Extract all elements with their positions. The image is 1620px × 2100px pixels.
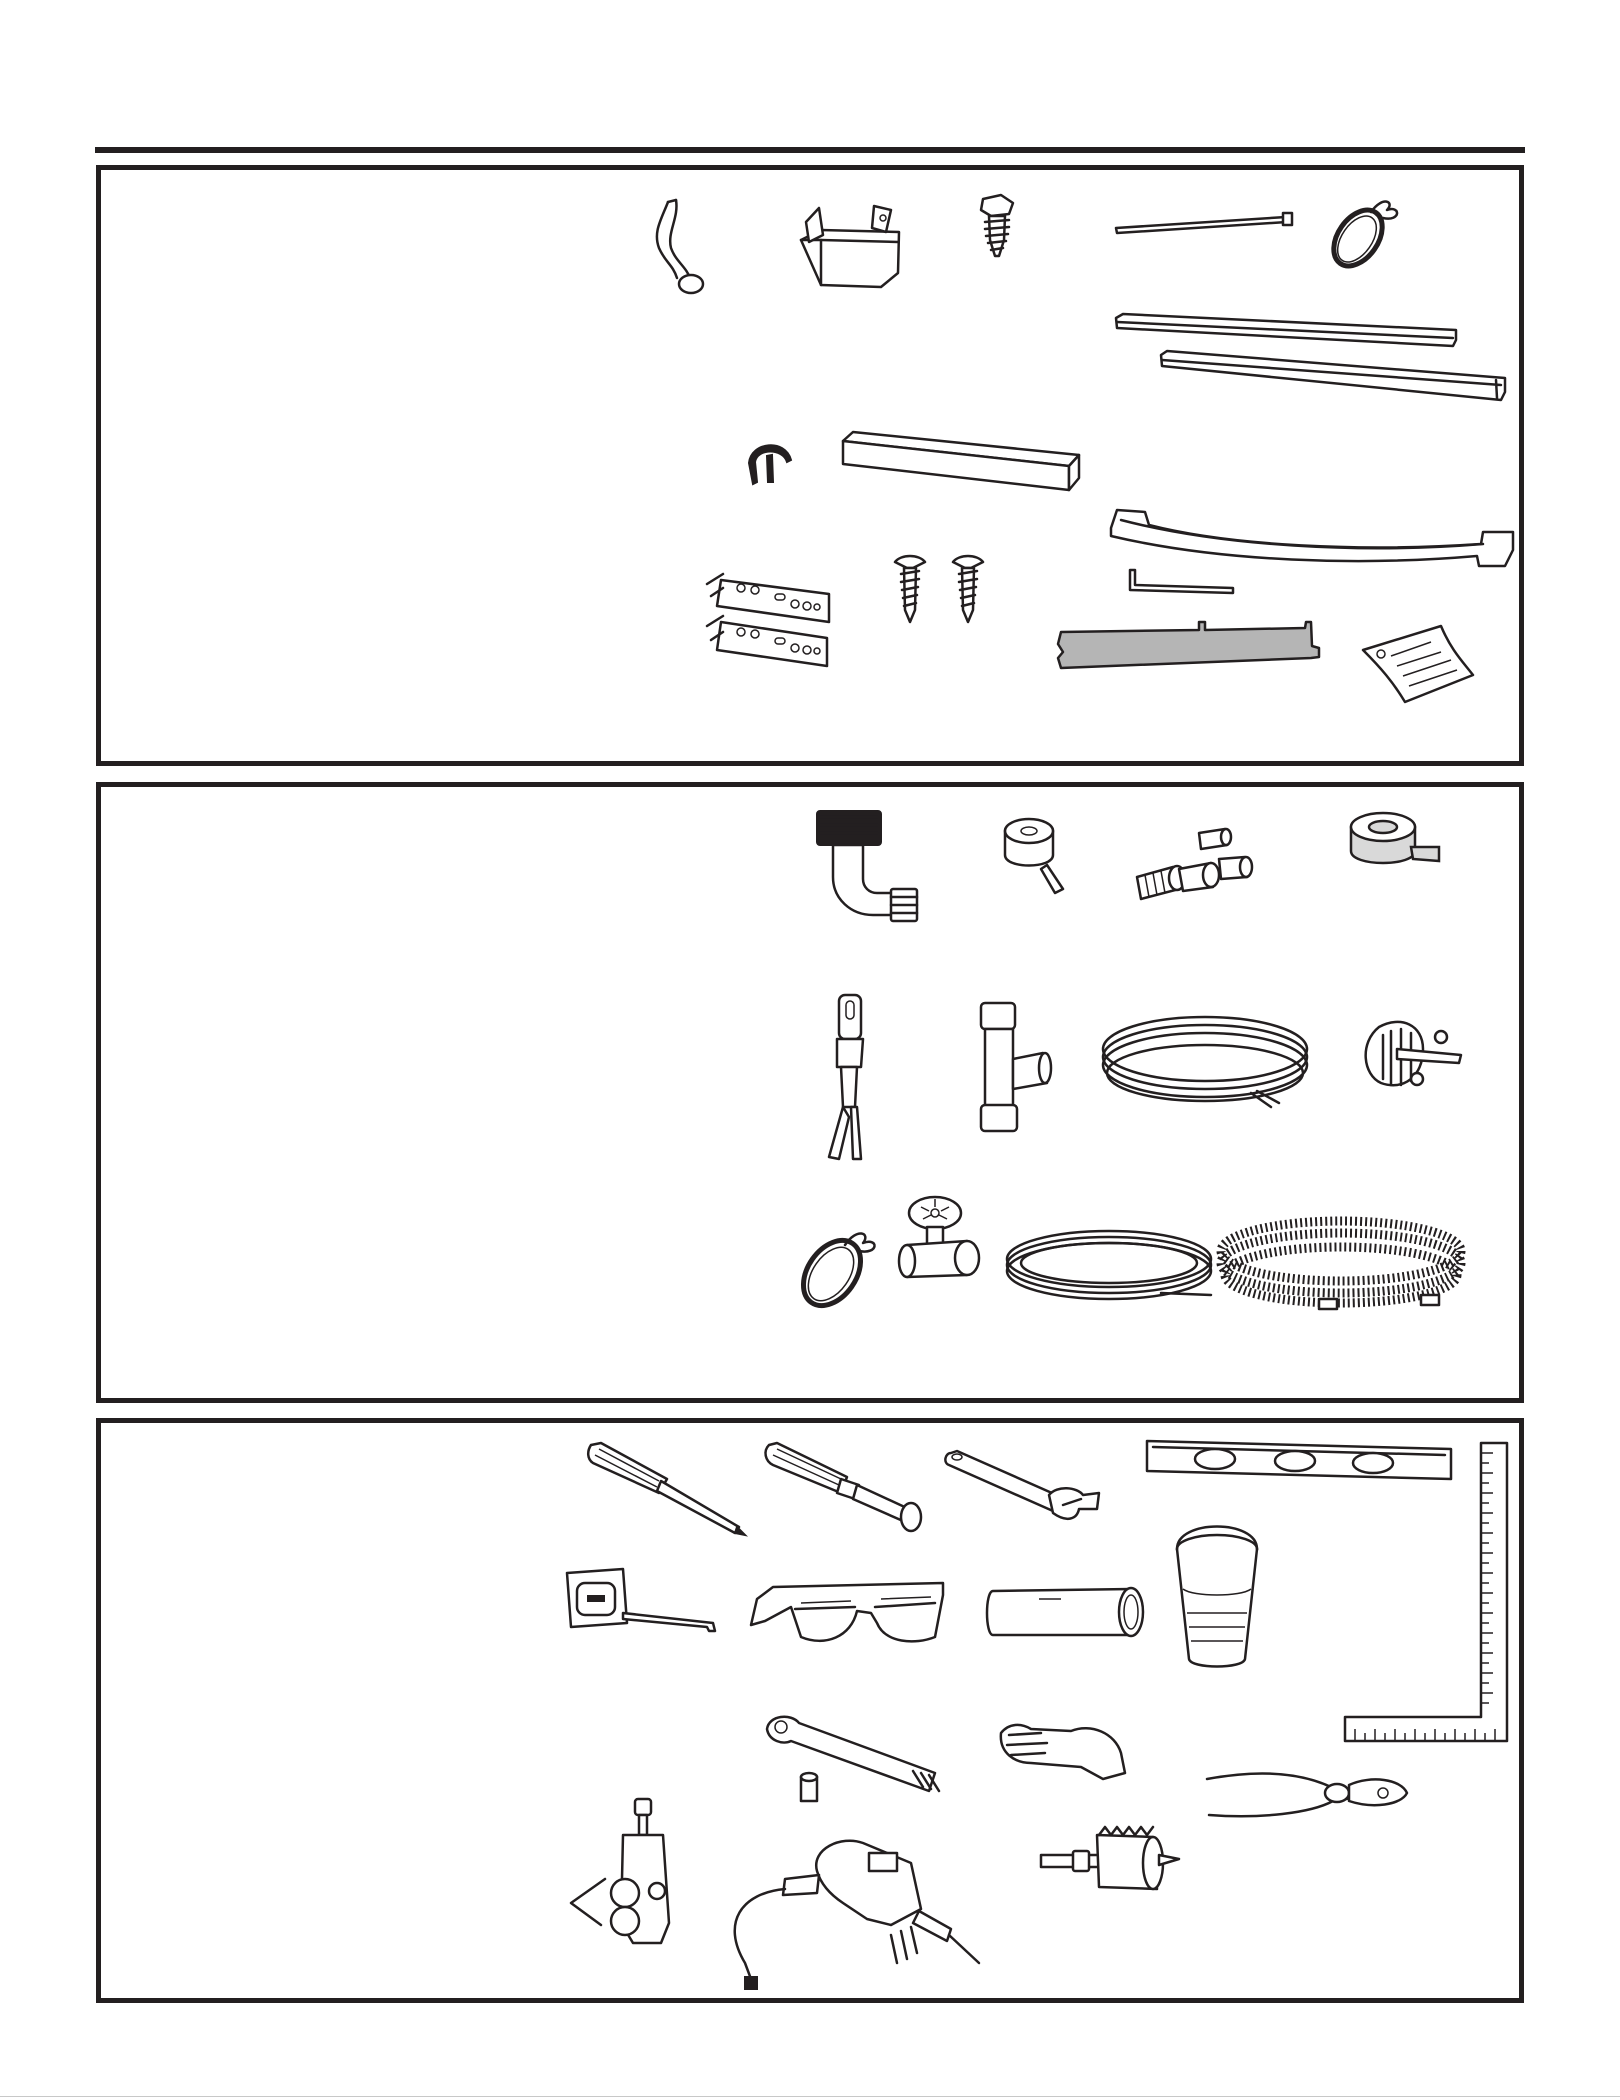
wire-nuts-icon <box>1137 829 1252 899</box>
bucket-icon <box>1177 1527 1257 1667</box>
power-cord-icon <box>1103 1017 1307 1107</box>
hose-clamp-icon-2 <box>792 1230 875 1317</box>
phillips-screwdriver-icon <box>588 1443 745 1535</box>
elbow-fitting-icon <box>817 811 917 921</box>
copper-tubing-icon <box>1007 1231 1211 1299</box>
hex-key-icon <box>1130 570 1233 593</box>
mounting-brackets-icon <box>707 574 829 666</box>
tools-needed-panel <box>96 1418 1524 2003</box>
materials-needed-panel <box>96 782 1524 1403</box>
parts-supplied-panel <box>96 165 1524 766</box>
nut-driver-icon <box>766 1443 921 1531</box>
braided-supply-line-icon <box>1221 1221 1461 1309</box>
screws-icon <box>895 556 983 622</box>
safety-glasses-icon <box>751 1583 943 1641</box>
shutoff-valve-icon <box>899 1197 979 1277</box>
flashlight-icon <box>987 1588 1143 1636</box>
page-bottom-border <box>0 2096 1620 2097</box>
header-rule <box>95 147 1525 153</box>
drain-hose-wye-icon <box>829 995 863 1159</box>
ratchet-and-socket-icon <box>767 1717 939 1801</box>
pliers-icon <box>1207 1773 1407 1816</box>
level-icon <box>1147 1441 1451 1479</box>
junction-box-connector-icon <box>1366 1022 1461 1085</box>
hole-saw-icon <box>1041 1827 1179 1889</box>
wood-spacer-icon <box>843 432 1079 490</box>
hose-clamp-icon <box>1324 201 1397 275</box>
side-trim-strips-icon <box>1116 314 1505 400</box>
gloves-icon <box>1001 1725 1125 1779</box>
cable-tie-icon <box>1116 213 1292 233</box>
duct-tape-icon <box>1351 813 1439 863</box>
carpenters-square-icon <box>1345 1443 1507 1741</box>
drain-tee-icon <box>981 1003 1051 1131</box>
tape-measure-icon <box>567 1569 715 1631</box>
teflon-tape-icon <box>1005 819 1063 893</box>
electric-drill-icon <box>735 1841 979 1989</box>
template-strip-icon <box>1058 622 1319 668</box>
handle-icon <box>1111 510 1513 566</box>
adjustable-wrench-icon <box>945 1451 1099 1519</box>
strap-icon <box>657 200 703 293</box>
clip-icon <box>749 445 791 484</box>
literature-tag-icon <box>1363 626 1473 702</box>
hex-screw-icon <box>981 195 1013 256</box>
bracket-icon <box>801 206 899 287</box>
tubing-cutter-icon <box>571 1799 669 1943</box>
